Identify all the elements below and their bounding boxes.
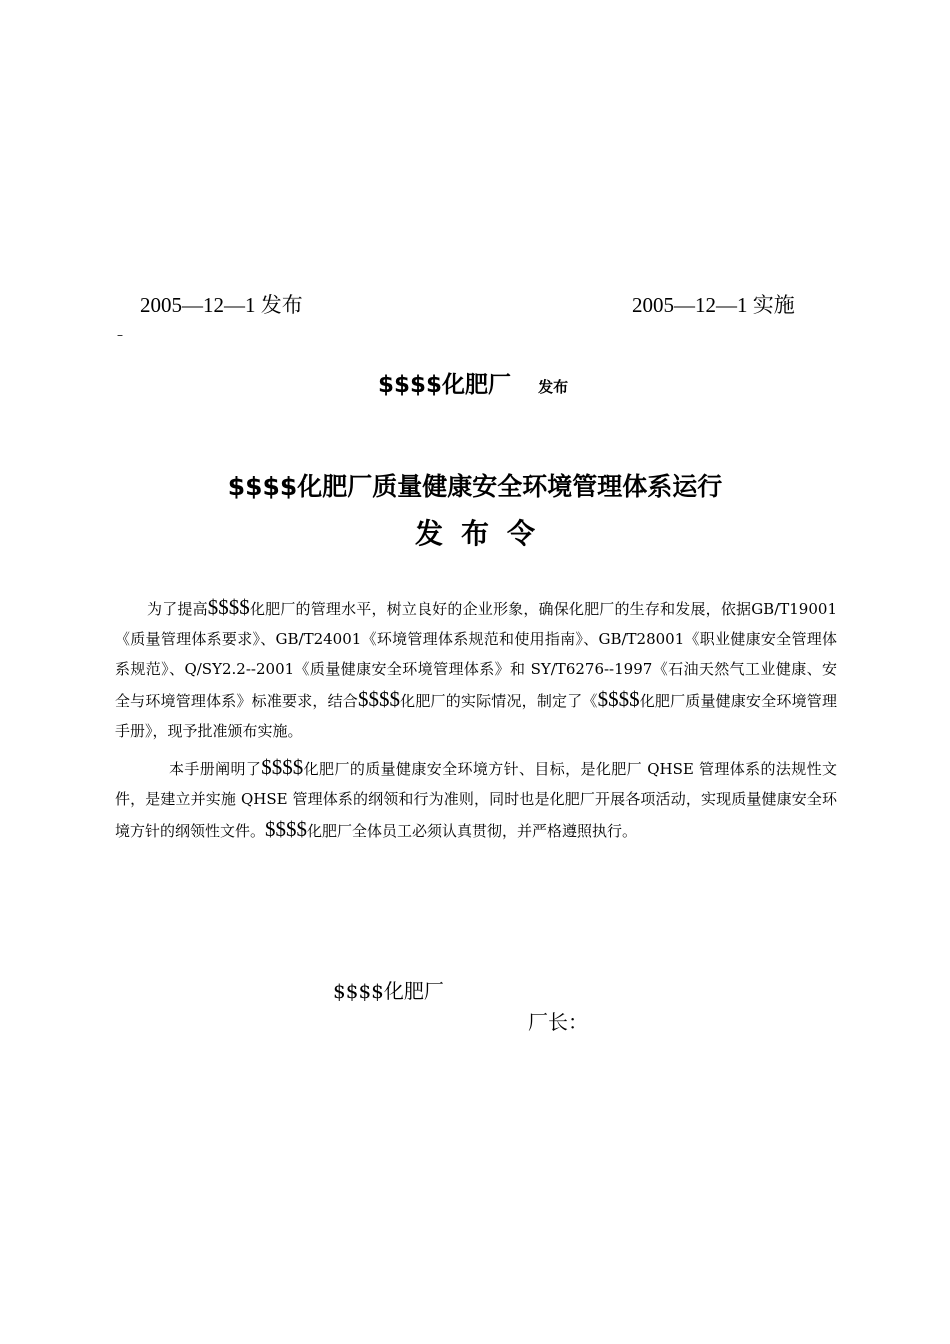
p2-text-main: 化肥厂的质量健康安全环境方针、目标，是化肥厂 QHSE 管理体系的法规性文件，是建立并实施 QHSE 管理体系的纲领和行为准则，同时也是化肥厂开展各项活动，实现质量健康安全环境方针的纲领性文件。 [115,760,837,840]
issuer-name: $$$$化肥厂 [378,372,512,398]
p2-text-end: 化肥厂全体员工必须认真贯彻，并严格遵照执行。 [307,822,638,840]
p1-text-end: 化肥厂质量健康安全环境管理手册》，现予批准颁布实施。 [115,692,837,740]
p1-text-start: 为了提高 [147,600,208,618]
separator-mark: – [117,328,123,342]
document-title: $$$$化肥厂质量健康安全环境管理体系运行 [227,472,723,501]
p2-text-start: 本手册阐明了 [169,760,262,778]
body-paragraph-2 [115,752,837,846]
p1-text-mid: 化肥厂的实际情况，制定了《 [399,692,598,710]
issuer-line [378,366,568,399]
p2-brand: $$$$ [261,755,304,779]
publish-date: 2005—12—1 发布 [140,293,303,317]
body-paragraph-1 [115,592,837,746]
effective-date: 2005—12—1 实施 [632,293,795,317]
p1-brand-3: $$$$ [597,687,640,711]
document-subtitle: 发布令 [414,517,553,550]
signature-director: 厂长： [528,1010,588,1034]
issuer-action: 发布 [538,378,569,396]
signature-org: $$$$化肥厂 [333,979,444,1003]
p1-text-main: 化肥厂的管理水平，树立良好的企业形象，确保化肥厂的生存和发展，依据GB/T19001《质量管理体系要求》、GB/T24001《环境管理体系规范和使用指南》、GB/T28001《职业健康安全管理体系规范》、Q/SY2.2--2001《质量健康安全环境管理体系》和 SY/T6276--1997《石油天然气工业健康、安全与环境管理体系》标准要求，结合 [115,600,837,710]
p2-brand-2: $$$$ [265,817,308,841]
p1-brand-2: $$$$ [357,687,400,711]
p1-brand: $$$$ [207,595,250,619]
